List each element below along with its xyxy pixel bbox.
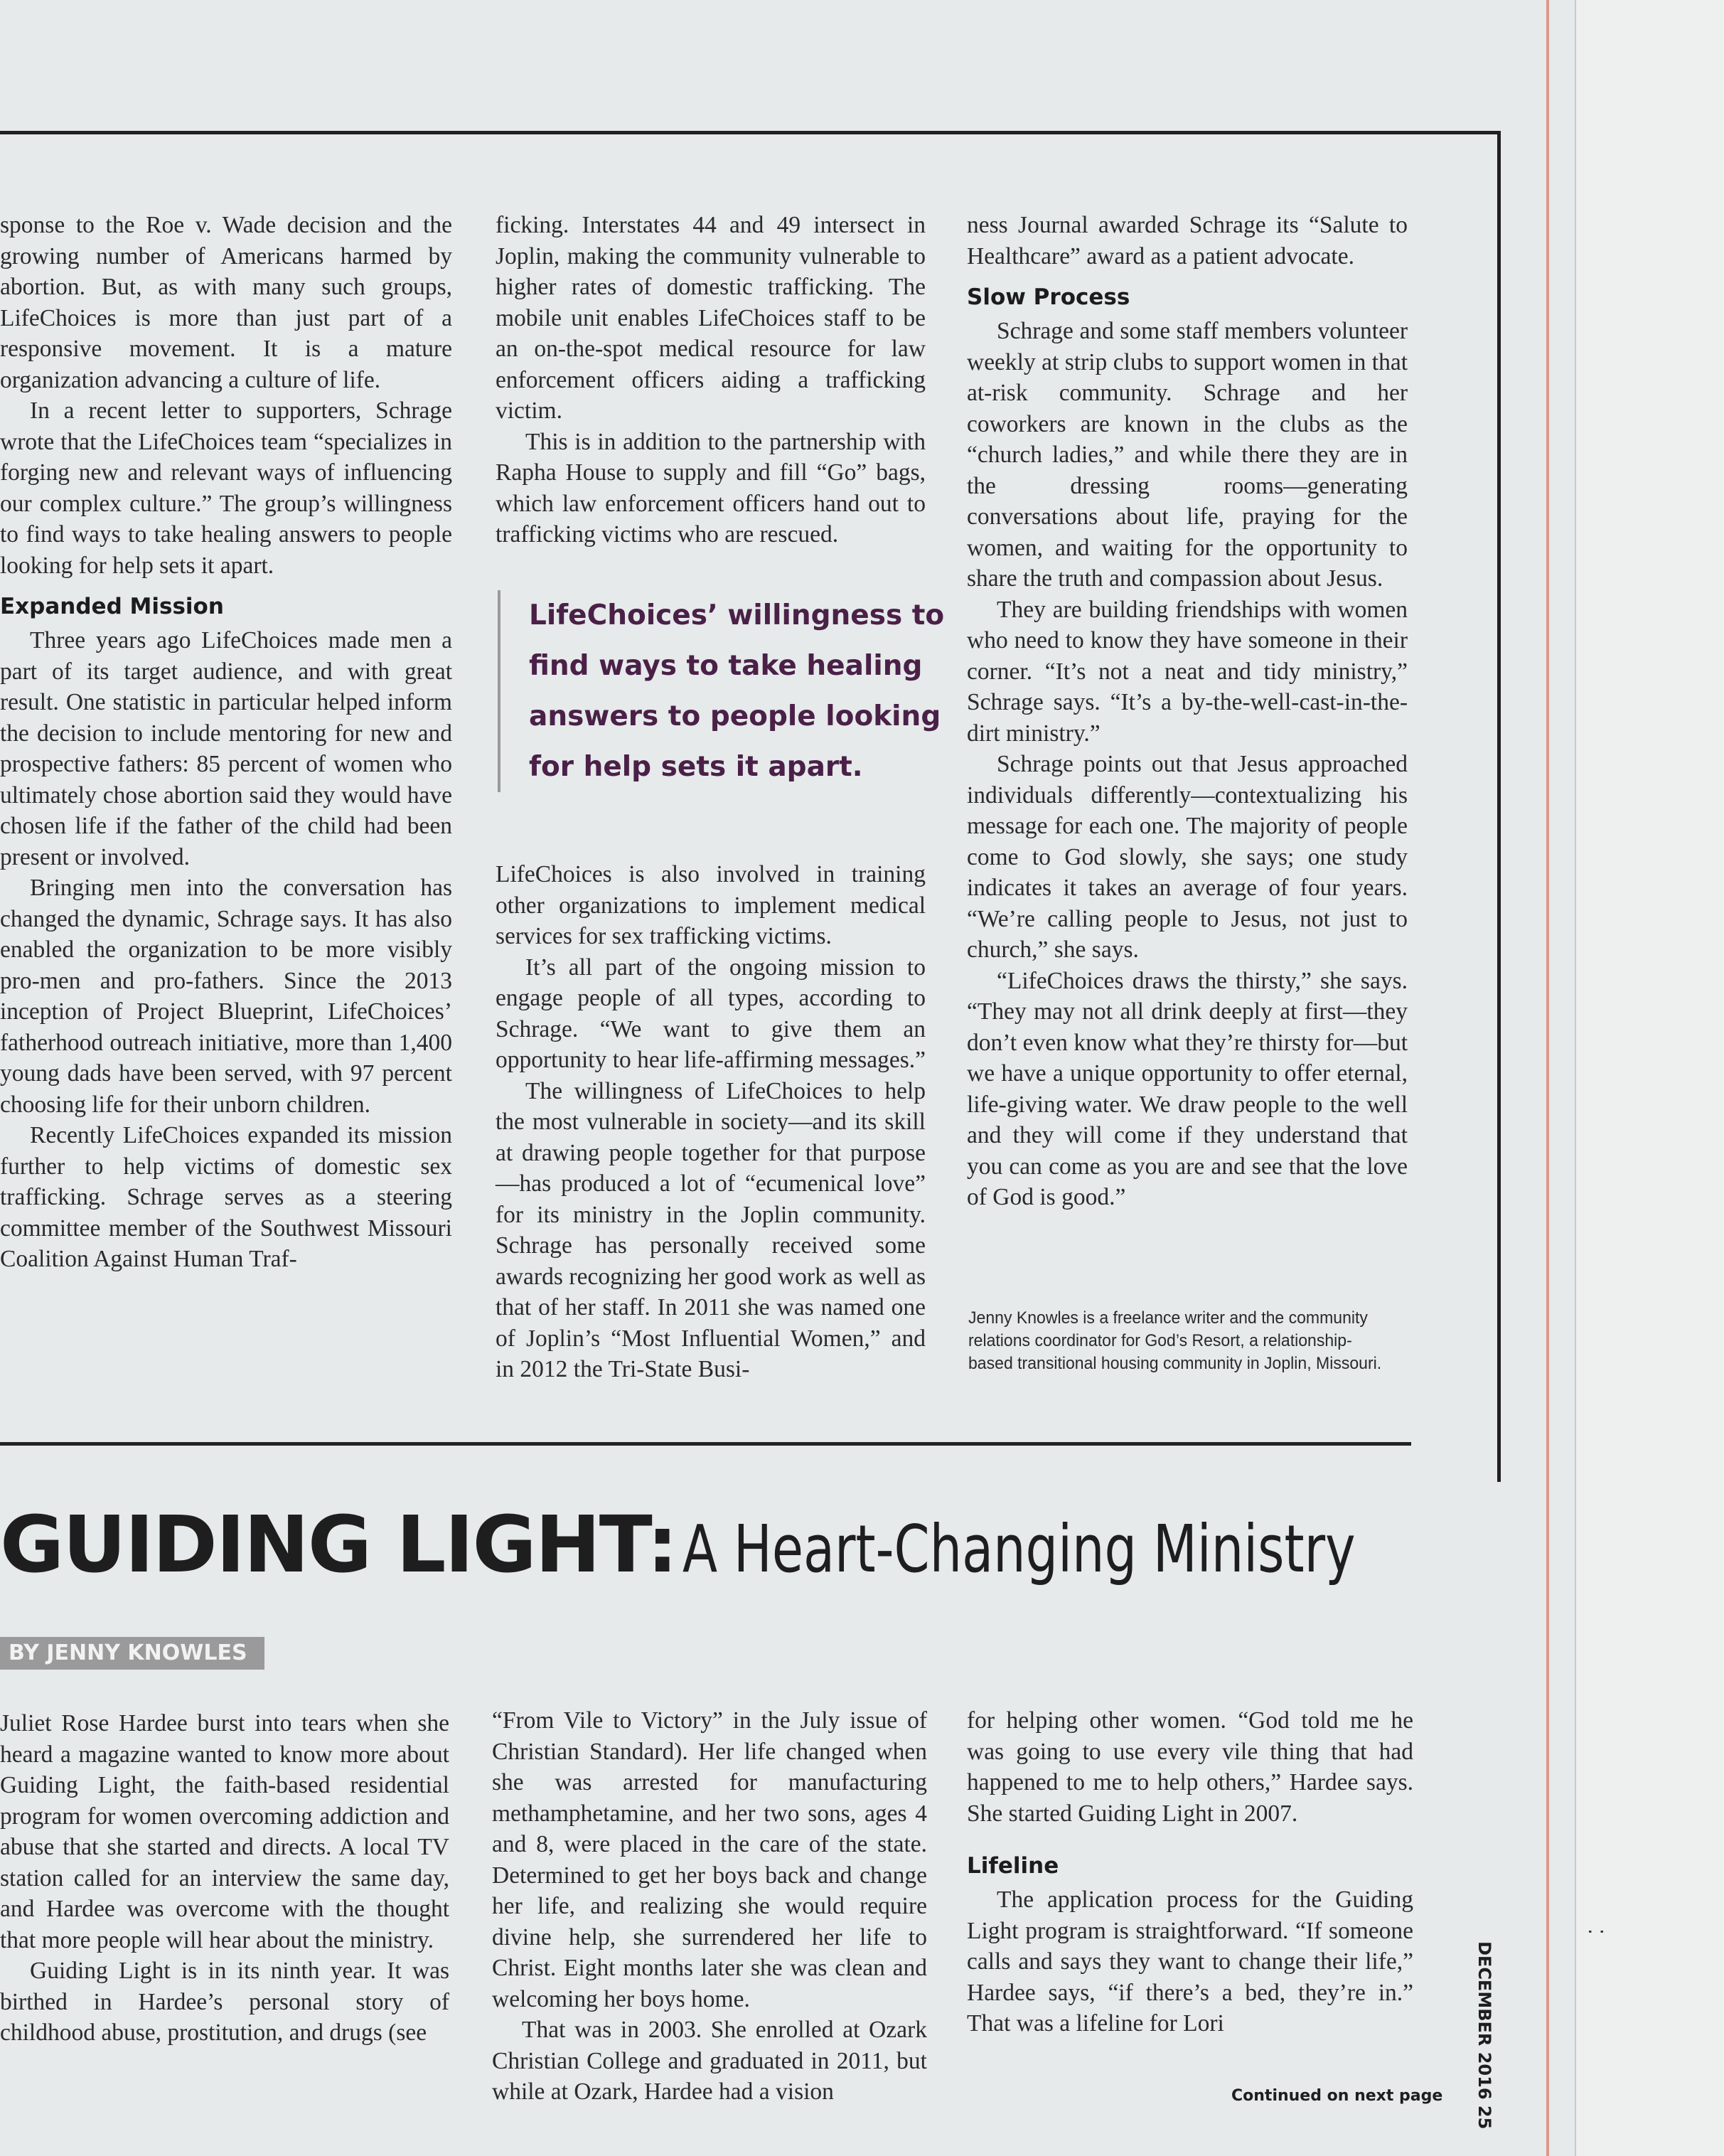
paragraph: “From Vile to Victory” in the July issue of Christian Standard). Her life changed when she was arrested for manufacturing methamphetamine, and her two sons, ages 4 and 8, were placed in the care of the state. Determined to get her boys back and change her life, and realizing she would require divine help, she surrendered her life to Christ. Eight months later she was clean and welcoming her boys home. (492, 1707, 927, 2012)
page-edge-shadow (1546, 0, 1549, 2156)
article-frame-top (0, 131, 1500, 134)
article2-column-2 (492, 1705, 927, 2108)
paragraph: Three years ago LifeChoices made men a part of its target audience, and with great result. One statistic in particular helped inform the decision to include mentoring for new and prospective fathers: 85 percent of women who ultimately chose abortion said they would have chosen life if the father of the child had been present or involved. (0, 627, 452, 870)
article1-column-2-continued (496, 859, 926, 1385)
paragraph: sponse to the Roe v. Wade decision and the growing number of Americans harmed by abortion. But, as with many such groups, LifeChoices is more than just part of a responsive movement. It is a mature organization advancing a culture of life. (0, 212, 452, 393)
section-heading: Expanded Mission (0, 594, 224, 619)
folio-text: DECEMBER 2016 25 (1474, 1941, 1494, 2130)
paragraph: Juliet Rose Hardee burst into tears when she heard a magazine wanted to know more about Guiding Light, the faith-based residential program for women overcoming addiction and abuse that she started and directs. A local TV station called for an interview the same day, and Hardee was overcome with the thought that more people will hear about the ministry. (0, 1710, 449, 1953)
paragraph: ficking. Interstates 44 and 49 intersect in Joplin, making the community vulnerable to higher rates of domestic trafficking. The mobile unit enables LifeChoices staff to be an on-the-spot medical resource for law enforcement officers aiding a trafficking victim. (496, 212, 926, 424)
paragraph: That was in 2003. She enrolled at Ozark Christian College and graduated in 2011, but while at Ozark, Hardee had a vision (492, 2017, 927, 2105)
paragraph: This is in addition to the partnership with Rapha House to supply and fill “Go” bags, which law enforcement officers hand out to trafficking victims who are rescued. (496, 428, 926, 548)
article1-column-1 (0, 210, 452, 1275)
paragraph: The application process for the Guiding Light program is straightforward. “If someone calls and says they want to change their life,” Hardee says, “if there’s a bed, they’re in.” That was a lifeline for Lori (967, 1886, 1413, 2037)
section-heading: Lifeline (967, 1853, 1059, 1879)
article2-headline (0, 1499, 1545, 1590)
article-divider-rule (0, 1442, 1411, 1446)
section-heading: Slow Process (967, 284, 1130, 310)
paragraph: Recently LifeChoices expanded its mission further to help victims of domestic sex trafficking. Schrage serves as a steering committee member of the Southwest Missouri Coalition Against Human Traf- (0, 1122, 452, 1272)
page-folio (1466, 1941, 1497, 2130)
article2-column-1 (0, 1708, 449, 2049)
paragraph: ness Journal awarded Schrage its “Salute to Healthcare” award as a patient advocate. (967, 212, 1408, 270)
paragraph: They are building friendships with women who need to know they have someone in their corner. “It’s not a neat and tidy ministry,” Schrage says. “It’s a by-the-well-cast-in-the-dirt ministry.” (967, 596, 1408, 747)
headline-bold: GUIDING LIGHT: (0, 1499, 677, 1590)
headline-light: A Heart-Changing Ministry (682, 1511, 1356, 1587)
paragraph: “LifeChoices draws the thirsty,” she says. “They may not all drink deeply at first—they don’t even know what they’re thirsty for—but we have a unique opportunity to offer eternal, life-giving water. We draw people to the well and they will come if they understand that you can come as you are and see that the love of God is good.” (967, 967, 1408, 1210)
next-page-edge (1575, 0, 1724, 2156)
paragraph: In a recent letter to supporters, Schrage wrote that the LifeChoices team “specializes in forging new and relevant ways of influencing our complex culture.” The group’s willingness to find ways to take healing answers to people looking for help sets it apart. (0, 397, 452, 579)
paragraph: Bringing men into the conversation has changed the dynamic, Schrage says. It has also enabled the organization to be more visibly pro-men and pro-fathers. Since the 2013 inception of Project Blueprint, LifeChoices’ fatherhood outreach initiative, more than 1,400 young dads have been served, with 97 percent choosing life for their unborn children. (0, 875, 452, 1118)
article1-column-3 (967, 210, 1408, 1213)
article-frame-right (1497, 131, 1501, 1482)
paragraph: Schrage and some staff members volunteer weekly at strip clubs to support women in that at-risk community. Schrage and her coworkers are known in the clubs as the “church ladies,” and while there they are in the dressing rooms—generating conversations about life, praying for the women, and waiting for the opportunity to share the truth and compassion about Jesus. (967, 318, 1408, 592)
byline-bar: BY JENNY KNOWLES (0, 1637, 264, 1670)
continued-note: Continued on next page (1231, 2087, 1443, 2105)
paragraph: The willingness of LifeChoices to help the most vulnerable in society—and its skill at drawing people together for that purpose—has produced a lot of “ecumenical love” for its ministry in the Joplin community. Schrage has personally received some awards recognizing her good work as well as that of her staff. In 2011 she was named one of Joplin’s “Most Influential Women,” and in 2012 the Tri-State Busi- (496, 1077, 926, 1382)
article2-column-3 (967, 1705, 1413, 2039)
paragraph: LifeChoices is also involved in training other organizations to implement medical services for sex trafficking victims. (496, 861, 926, 949)
author-bio: Jenny Knowles is a freelance writer and the community relations coordinator for God’s Resort, a relationship-based transitional housing community in Joplin, Missouri. (968, 1308, 1382, 1373)
pull-quote: LifeChoices’ willingness to find ways to take healing answers to people looking for help sets it apart. (498, 590, 955, 792)
article1-column-2 (496, 210, 926, 550)
paragraph: Guiding Light is in its ninth year. It was birthed in Hardee’s personal story of childhood abuse, prostitution, and drugs (see (0, 1958, 449, 2046)
crop-mark-icon: ⁚ (1583, 1928, 1607, 1935)
paragraph: for helping other women. “God told me he was going to use every vile thing that had happened to me to help others,” Hardee says. She started Guiding Light in 2007. (967, 1707, 1413, 1827)
paragraph: Schrage points out that Jesus approached individuals differently—contextualizing his message for each one. The majority of people come to God slowly, she says; one study indicates it takes an average of four years. “We’re calling people to Jesus, not just to church,” she says. (967, 751, 1408, 963)
paragraph: It’s all part of the ongoing mission to engage people of all types, according to Schrage. “We want to give them an opportunity to hear life-affirming messages.” (496, 954, 926, 1073)
